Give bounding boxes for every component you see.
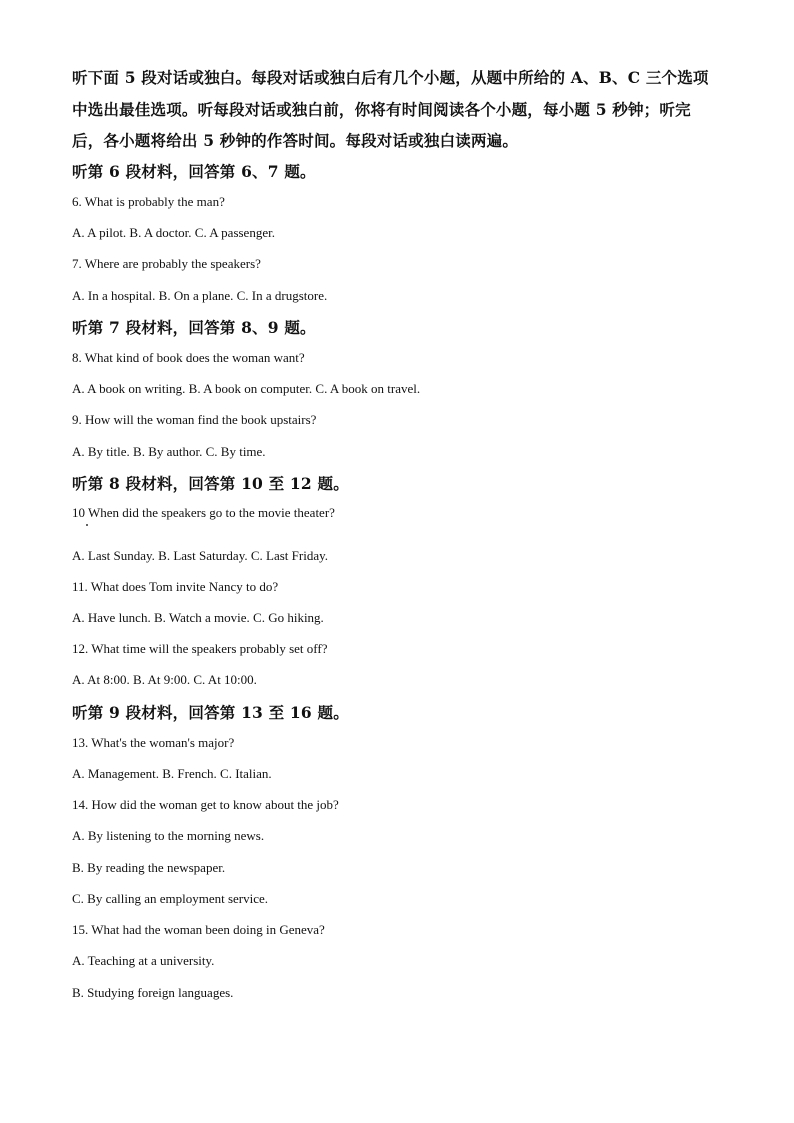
- question-6: 6. What is probably the man?: [72, 194, 225, 209]
- option-14a: A. By listening to the morning news.: [72, 828, 265, 843]
- question-12: 12. What time will the speakers probably set off?: [72, 641, 328, 656]
- section-heading: 听第 8 段材料，回答第 10 至 12 题。: [72, 474, 349, 493]
- question-15: 15. What had the woman been doing in Geneva?: [72, 922, 325, 937]
- options-8: A. A book on writing. B. A book on computer. C. A book on travel.: [72, 381, 421, 396]
- instructions-line-3: 后，各小题将给出 5 秒钟的作答时间。每段对话或独白读两遍。: [72, 131, 519, 150]
- question-11: 11. What does Tom invite Nancy to do?: [72, 579, 279, 594]
- question-14: 14. How did the woman get to know about the job?: [72, 797, 339, 812]
- option-15a: A. Teaching at a university.: [72, 953, 215, 968]
- question-7: 7. Where are probably the speakers?: [72, 256, 261, 271]
- question-9: 9. How will the woman find the book upstairs?: [72, 412, 317, 427]
- section-heading: 听第 6 段材料，回答第 6、7 题。: [72, 162, 316, 181]
- stray-dot-mark: [86, 524, 88, 526]
- option-15b: B. Studying foreign languages.: [72, 985, 234, 1000]
- options-6: A. A pilot. B. A doctor. C. A passenger.: [72, 225, 275, 240]
- question-10: 10 When did the speakers go to the movie theater?: [72, 505, 335, 520]
- options-13: A. Management. B. French. C. Italian.: [72, 766, 272, 781]
- instructions-line-2: 中选出最佳选项。听每段对话或独白前，你将有时间阅读各个小题，每小题 5 秒钟；听完: [72, 100, 691, 119]
- options-9: A. By title. B. By author. C. By time.: [72, 444, 266, 459]
- instructions-line-1: 听下面 5 段对话或独白。每段对话或独白后有几个小题，从题中所给的 A、B、C 三个选项: [72, 68, 709, 87]
- option-14c: C. By calling an employment service.: [72, 891, 269, 906]
- options-7: A. In a hospital. B. On a plane. C. In a drugstore.: [72, 288, 328, 303]
- option-14b: B. By reading the newspaper.: [72, 860, 226, 875]
- question-8: 8. What kind of book does the woman want?: [72, 350, 305, 365]
- section-heading: 听第 9 段材料，回答第 13 至 16 题。: [72, 703, 349, 722]
- section-heading: 听第 7 段材料，回答第 8、9 题。: [72, 318, 316, 337]
- options-10: A. Last Sunday. B. Last Saturday. C. Last Friday.: [72, 548, 328, 563]
- question-13: 13. What's the woman's major?: [72, 735, 235, 750]
- options-12: A. At 8:00. B. At 9:00. C. At 10:00.: [72, 672, 257, 687]
- options-11: A. Have lunch. B. Watch a movie. C. Go hiking.: [72, 610, 324, 625]
